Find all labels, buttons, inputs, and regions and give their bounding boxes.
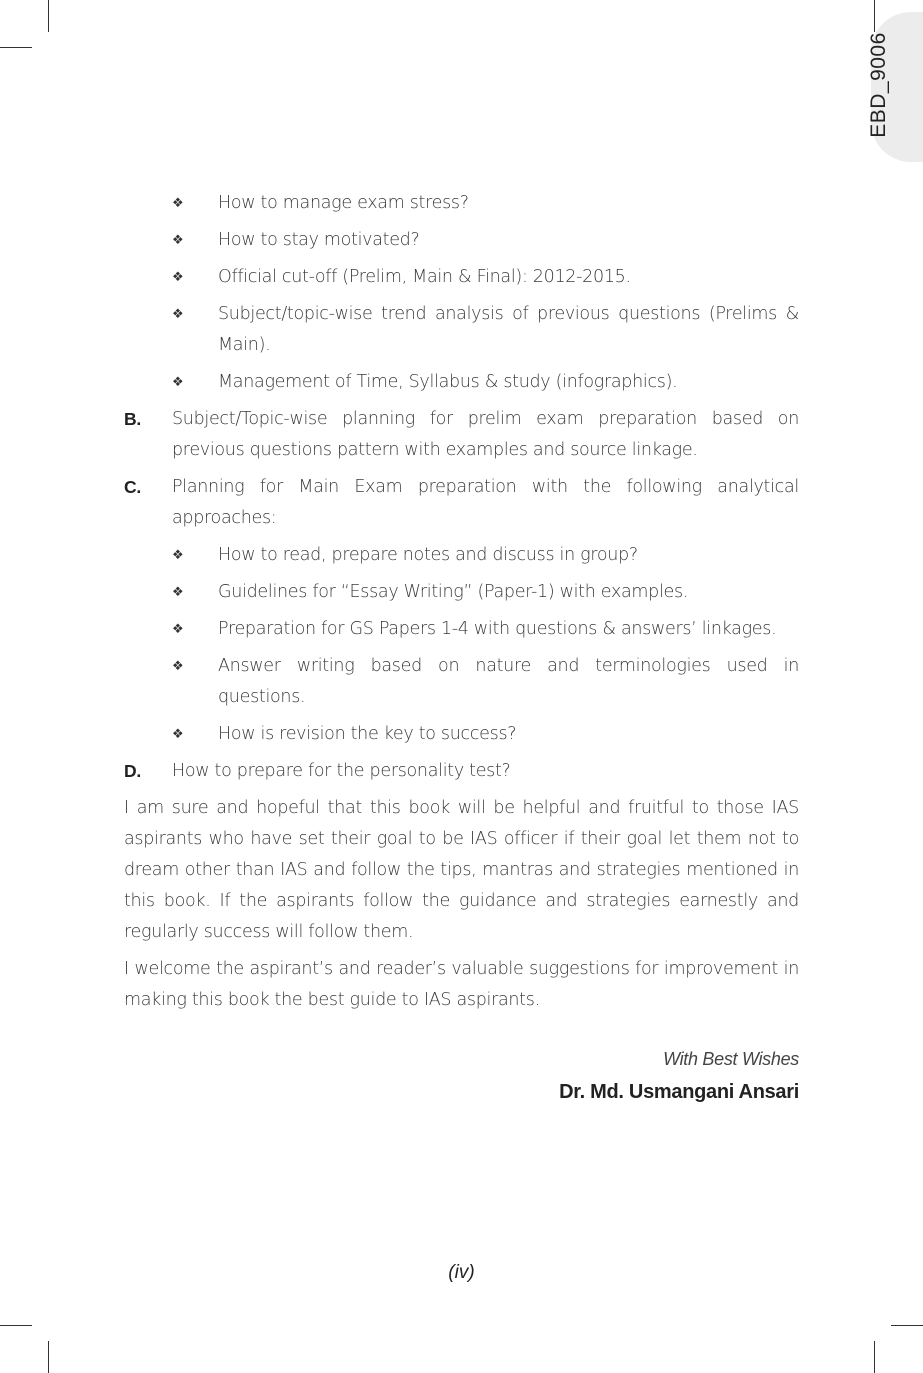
section-label: C. [124,477,141,497]
diamond-bullet-icon: ❖ [172,659,184,674]
bullet-item [172,719,799,750]
diamond-bullet-icon: ❖ [172,622,184,637]
section-label: B. [124,409,141,429]
signature-block [124,1044,799,1108]
crop-mark-bottom-left-h [0,1325,32,1326]
bullet-item [172,299,799,361]
diamond-bullet-icon: ❖ [172,307,184,322]
section-text: Subject/Topic-wise planning for prelim exam preparation based on previous questions pattern with examples and source linkage. [172,409,799,460]
section-c [124,472,799,534]
diamond-bullet-icon: ❖ [172,548,184,563]
crop-mark-bottom-right-h [891,1325,923,1326]
page-body [124,188,799,1108]
crop-mark-top-right-v [874,0,875,32]
signature-author: Dr. Md. Usmangani Ansari [559,1081,799,1103]
bullet-text: How to stay motivated? [218,230,420,250]
diamond-bullet-icon: ❖ [172,727,184,742]
section-text: How to prepare for the personality test? [172,761,511,781]
bullet-text: Guidelines for “Essay Writing” (Paper-1) with examples. [218,582,689,602]
bullet-item [172,651,799,713]
bullet-text: How to manage exam stress? [218,193,469,213]
bullet-item [172,262,799,293]
section-b [124,404,799,466]
bullet-text: Management of Time, Syllabus & study (infographics). [218,372,678,392]
bullet-text: Preparation for GS Papers 1-4 with questions & answers’ linkages. [218,619,777,639]
diamond-bullet-icon: ❖ [172,270,184,285]
crop-mark-top-left-h [0,47,32,48]
diamond-bullet-icon: ❖ [172,375,184,390]
diamond-bullet-icon: ❖ [172,196,184,211]
bullet-item [172,367,799,398]
bullet-text: Answer writing based on nature and terminologies used in questions. [218,656,799,707]
signature-wishes: With Best Wishes [663,1049,799,1069]
bullet-text: Subject/topic-wise trend analysis of previous questions (Prelims & Main). [218,304,799,355]
closing-paragraph: I welcome the aspirant’s and reader’s valuable suggestions for improvement in making this book the best guide to IAS aspirants. [124,959,799,1010]
section-d [124,756,799,787]
bullet-text: How is revision the key to success? [218,724,517,744]
bullet-item [172,540,799,571]
side-tab-code: EBD_9006 [867,32,890,138]
crop-mark-top-left-v [48,0,49,32]
section-label: D. [124,761,141,781]
diamond-bullet-icon: ❖ [172,585,184,600]
section-text: Planning for Main Exam preparation with the following analytical approaches: [172,477,799,528]
bullet-item [172,188,799,219]
bullet-item [172,577,799,608]
bullet-item [172,225,799,256]
bullet-item [172,614,799,645]
crop-mark-bottom-right-v [874,1341,875,1373]
crop-mark-bottom-left-v [48,1341,49,1373]
page-number: (iv) [448,1262,475,1283]
closing-paragraph: I am sure and hopeful that this book will be helpful and fruitful to those IAS aspirants who have set their goal to be IAS officer if their goal let them not to dream other than IAS and follow the tips, mantras and strategies mentioned in this book. If the aspirants follow the guidance and strategies earnestly and regularly success will follow them. [124,798,799,942]
bullet-text: Official cut-off (Prelim, Main & Final): 2012-2015. [218,267,631,287]
diamond-bullet-icon: ❖ [172,233,184,248]
bullet-text: How to read, prepare notes and discuss in group? [218,545,638,565]
